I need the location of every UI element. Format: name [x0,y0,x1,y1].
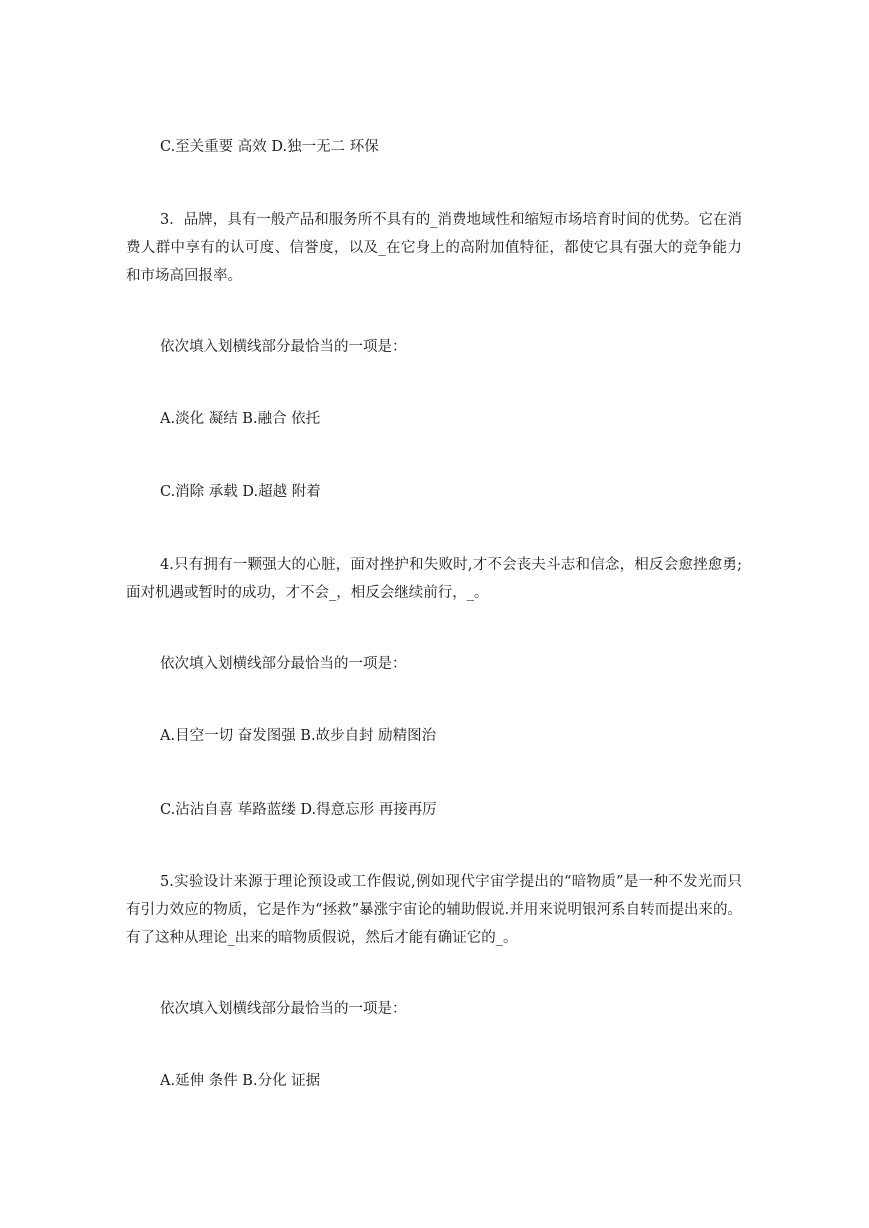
q5-options-ab: A.延伸 条件 B.分化 证据 [160,1073,321,1089]
q4-prompt: 依次填入划横线部分最恰当的一项是： [160,656,407,672]
q3-options-ab: A.淡化 凝结 B.融合 依托 [160,411,321,427]
q2-options-cd: C.至关重要 高效 D.独一无二 环保 [160,139,379,155]
q3-options-cd: C.消除 承载 D.超越 附着 [160,484,321,500]
q4-options-cd: C.沾沾自喜 荜路蓝缕 D.得意忘形 再接再厉 [160,802,437,818]
q5-stem: 5.实验设计来源于理论预设或工作假说,例如现代宇宙学提出的“暗物质”是一种不发光而只有引力效应的物质，它是作为“拯救”暴涨宇宙论的辅助假说.并用来说明银河系自转而提出来的。有了这种从理论_出来的暗物质假说，然后才能有确证它的_。 [126,874,742,946]
q3-stem: 3．品牌，具有一般产品和服务所不具有的_消费地域性和缩短市场培育时间的优势。它在消费人群中享有的认可度、信誉度，以及_在它身上的高附加值特征，都使它具有强大的竞争能力和市场高回报率。 [126,212,742,284]
q4-stem: 4.只有拥有一颗强大的心脏，面对挫护和失败时,才不会丧夫斗志和信念，相反会愈挫愈勇;面对机遇或暂时的成功，才不会_，相反会继续前行，_。 [126,557,742,601]
q3-prompt: 依次填入划横线部分最恰当的一项是： [160,339,407,355]
q5-prompt: 依次填入划横线部分最恰当的一项是： [160,1001,407,1017]
q4-options-ab: A.目空一切 奋发图强 B.故步自封 励精图治 [160,728,437,744]
